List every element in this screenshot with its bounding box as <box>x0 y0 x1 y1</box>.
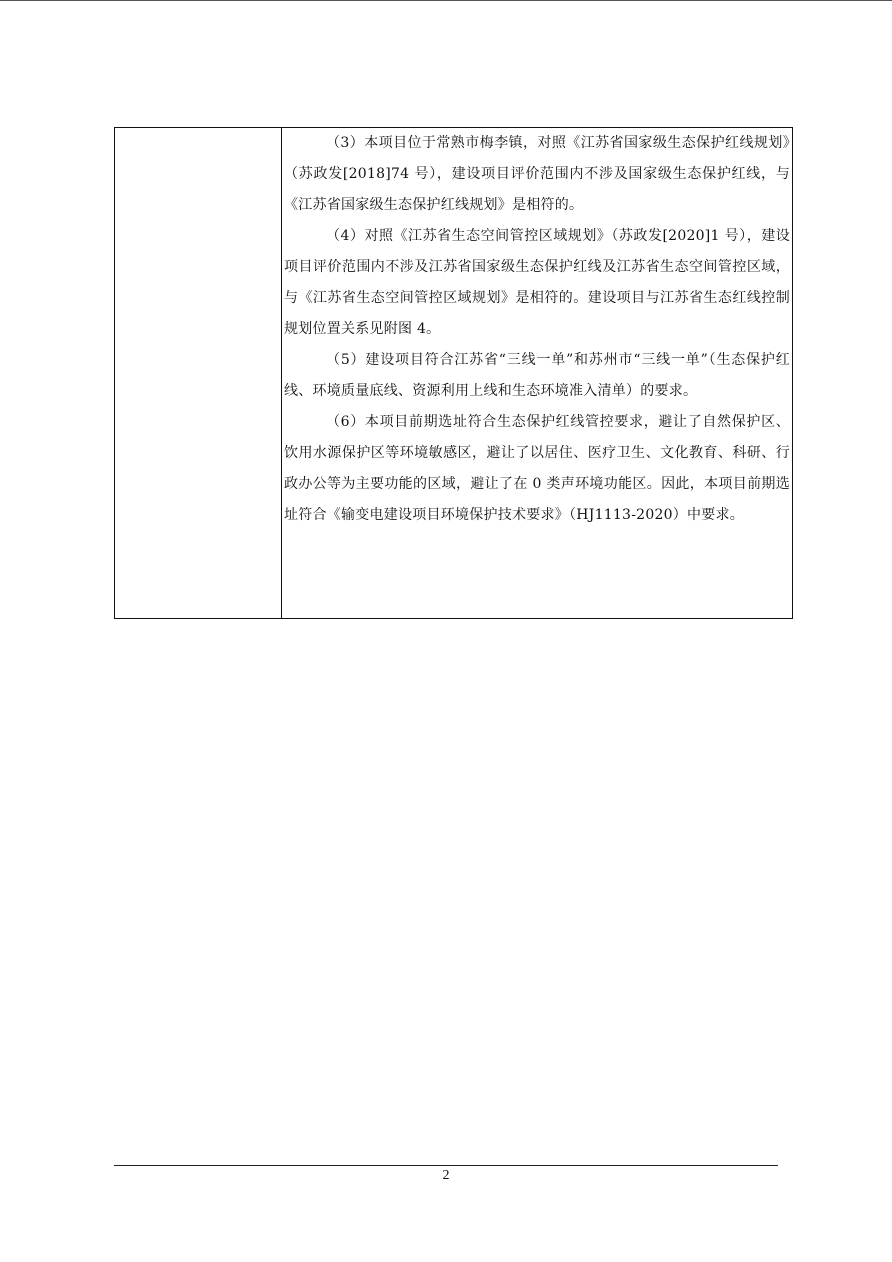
paragraph-3: （3）本项目位于常熟市梅李镇，对照《江苏省国家级生态保护红线规划》（苏政发[2018]74 号），建设项目评价范围内不涉及国家级生态保护红线，与《江苏省国家级生态保护红线规划》是相符的。 <box>284 135 790 213</box>
page-number: 2 <box>442 1168 450 1183</box>
table-left-cell <box>115 128 282 618</box>
page-top-border <box>0 0 892 1</box>
content-table <box>114 127 793 619</box>
paragraph-6: （6）本项目前期选址符合生态保护红线管控要求，避让了自然保护区、饮用水源保护区等环境敏感区，避让了以居住、医疗卫生、文化教育、科研、行政办公等为主要功能的区域，避让了在 0 类声环境功能区。因此，本项目前期选址符合《输变电建设项目环境保护技术要求》（HJ1113-2020）中要求。 <box>284 414 790 523</box>
footer-divider <box>114 1165 778 1166</box>
paragraph-4: （4）对照《江苏省生态空间管控区域规划》（苏政发[2020]1 号），建设项目评价范围内不涉及江苏省国家级生态保护红线及江苏省生态空间管控区域，与《江苏省生态空间管控区域规划》是相符的。建设项目与江苏省生态红线控制规划位置关系见附图 4。 <box>284 228 790 337</box>
paragraph-5: （5）建设项目符合江苏省“三线一单”和苏州市“三线一单”（生态保护红线、环境质量底线、资源利用上线和生态环境准入清单）的要求。 <box>284 352 790 399</box>
table-right-cell <box>282 128 792 618</box>
